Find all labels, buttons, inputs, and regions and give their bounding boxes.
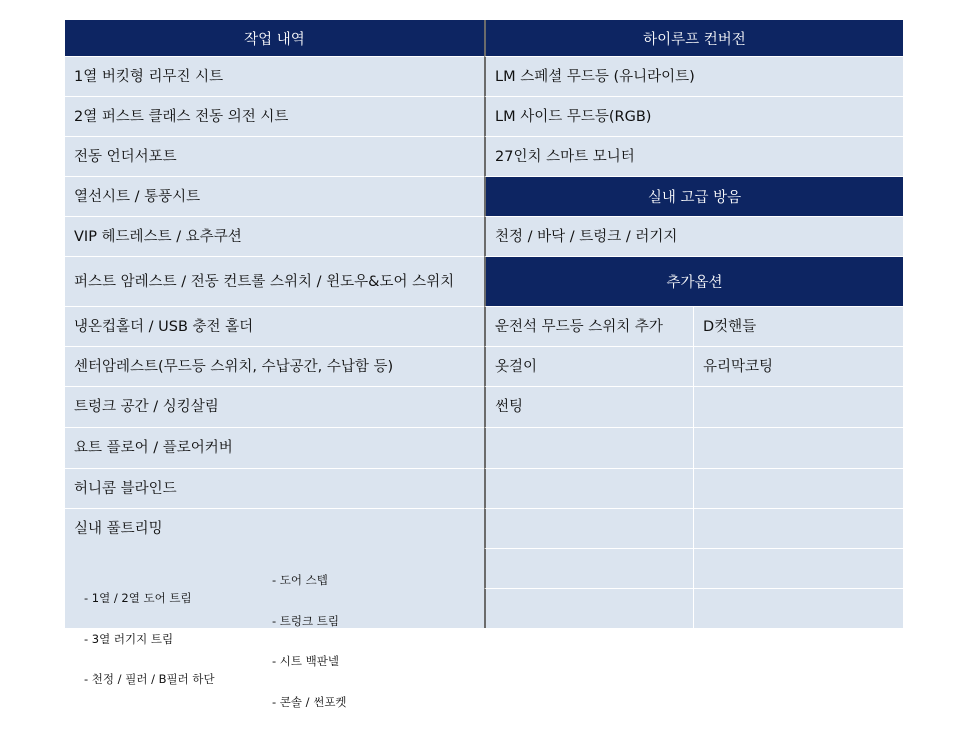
work-item: 2열 퍼스트 클래스 전동 의전 시트 (65, 97, 484, 137)
option-item: 썬팅 (484, 387, 693, 428)
header-work: 작업 내역 (65, 20, 484, 57)
header-options: 추가옵션 (484, 257, 903, 307)
high-roof-item: LM 스페셜 무드등 (유니라이트) (484, 57, 903, 97)
empty-cell (484, 549, 693, 589)
trim-detail: - 시트 백판넬 (272, 654, 340, 668)
high-roof-item: 27인치 스마트 모니터 (484, 137, 903, 177)
empty-cell (484, 589, 693, 628)
work-item: 센터암레스트(무드등 스위치, 수납공간, 수납함 등) (65, 347, 484, 387)
empty-cell (484, 469, 693, 509)
work-item: 전동 언더서포트 (65, 137, 484, 177)
high-roof-item: LM 사이드 무드등(RGB) (484, 97, 903, 137)
work-item: 냉온컵홀더 / USB 충전 홀더 (65, 307, 484, 347)
work-table (65, 20, 903, 709)
empty-cell (693, 428, 903, 469)
trim-list-1 (84, 565, 215, 714)
header-soundproof: 실내 고급 방음 (484, 177, 903, 217)
empty-cell (693, 509, 903, 549)
work-item: 트렁크 공간 / 싱킹살림 (65, 387, 484, 428)
trim-cell (65, 509, 484, 709)
soundproof-item: 천정 / 바닥 / 트렁크 / 러기지 (484, 217, 903, 257)
trim-detail: - 도어 스텝 (272, 573, 328, 587)
empty-cell (484, 428, 693, 469)
trim-detail: - 3열 러기지 트림 (84, 631, 174, 646)
work-item: 열선시트 / 통풍시트 (65, 177, 484, 217)
option-item: D컷핸들 (693, 307, 903, 347)
option-item: 운전석 무드등 스위치 추가 (484, 307, 693, 347)
empty-cell (693, 589, 903, 628)
work-item: 요트 플로어 / 플로어커버 (65, 428, 484, 469)
trim-detail: - 천정 / 필러 / B필러 하단 (84, 672, 215, 686)
option-item: 옷걸이 (484, 347, 693, 387)
trim-detail: - 콘솔 / 썬포켓 (272, 694, 347, 709)
trim-detail: - 트렁크 트림 (272, 613, 340, 628)
trim-detail: - 1열 / 2열 도어 트림 (84, 591, 192, 605)
empty-cell (693, 549, 903, 589)
work-item: 허니콤 블라인드 (65, 469, 484, 509)
work-item: 퍼스트 암레스트 / 전동 컨트롤 스위치 / 윈도우&도어 스위치 (65, 257, 484, 307)
work-item: VIP 헤드레스트 / 요추쿠션 (65, 217, 484, 257)
work-item: 1열 버킷형 리무진 시트 (65, 57, 484, 97)
empty-cell (484, 509, 693, 549)
option-item: 유리막코팅 (693, 347, 903, 387)
header-high-roof: 하이루프 컨버전 (484, 20, 903, 57)
work-item: 실내 풀트리밍 (74, 521, 163, 537)
empty-cell (693, 469, 903, 509)
trim-list-2 (272, 547, 347, 736)
option-item (693, 387, 903, 428)
